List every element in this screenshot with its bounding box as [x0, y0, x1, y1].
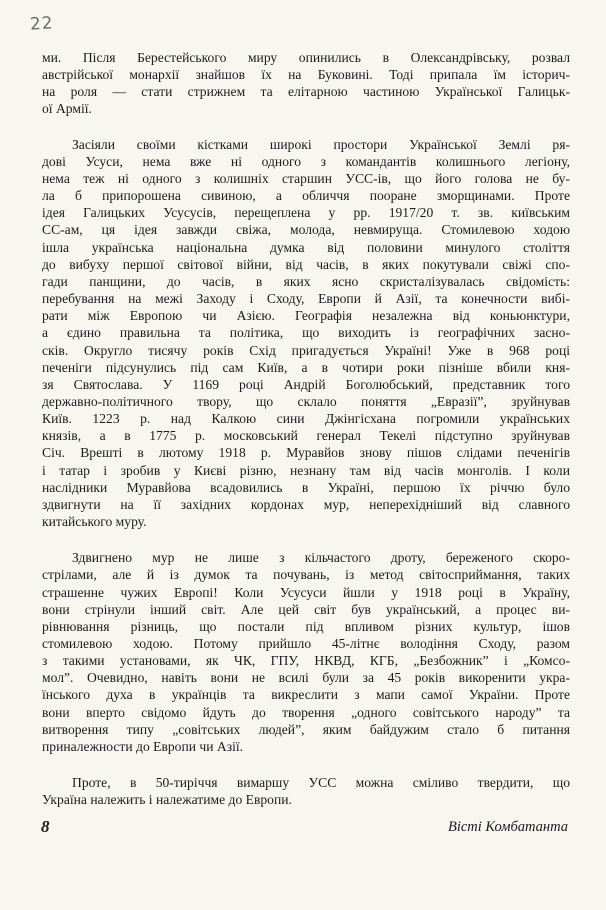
- text-line: зя Святослава. У 1169 році Андрій Боголюбський, представник того: [42, 376, 570, 392]
- text-line: ми. Після Берестейського миру опинились в Олександрівську, розвал: [42, 50, 570, 65]
- paragraph-list: [42, 49, 570, 808]
- text-line: їнського духа в українців та викреслити з мапи самої України. Проте: [42, 687, 570, 703]
- text-line: мол”. Очевидно, навіть вони не всилі були за 45 років викоренити укра-: [42, 670, 570, 686]
- text-line: Січ. Врешті в лютому 1918 р. Муравйов знову пішов слідами печенігів: [42, 445, 570, 461]
- text-line: ла б припорошена сивиною, а обличчя пооране зморщинами. Проте: [42, 188, 570, 204]
- text-line: стрілами, але й із думок та почувань, із метод світосприймання, таких: [42, 567, 570, 583]
- text-line: нема теж ні одного з колишніх старшин УСС-ів, що його голова не бу-: [42, 170, 570, 186]
- publication-title: Вісті Комбатанта: [447, 819, 568, 835]
- text-line: стомилевою ходою. Потому прийшло 45-літнє володіння Сходу, разом: [42, 636, 570, 651]
- text-line: на роля — стати стрижнем та елітарною частиною Української Галицьк-: [42, 84, 570, 100]
- handwritten-page-annotation: 22: [29, 13, 55, 35]
- text-line: вони стрінули інший світ. Але цей світ був український, а процес ви-: [42, 601, 570, 617]
- paragraph: [42, 49, 570, 118]
- paragraph: [42, 136, 570, 531]
- text-line: Київ. 1223 р. над Калкою сини Джінгісхана погромили українських: [42, 411, 570, 427]
- text-line: наслідники Муравйова всадовились в Україні, першою їх річчю було: [42, 479, 570, 495]
- page-number: 8: [41, 817, 50, 836]
- text-line: ідея Галицьких Усусусів, перещеплена у рр. 1917/20 т. зв. київським: [42, 205, 570, 221]
- text-line: гади панщини, до часів, в яких ясно скристалізувалась свідомість:: [42, 273, 570, 289]
- text-line: ої Армії.: [42, 101, 92, 117]
- paragraph: [42, 549, 570, 755]
- text-line: сків. Округло тисячу років Схід пригадується Україні! Уже в 968 році: [42, 342, 570, 358]
- text-line: здвигнути на її західних кордонах мур, неперехідніший від славного: [42, 496, 570, 512]
- text-line: з такими установами, як ЧК, ГПУ, НКВД, КГБ, „Безбожник” і „Комсо-: [42, 653, 570, 669]
- text-line: перебування на межі Заходу і Сходу, Европи й Азії, та конечности вибі-: [42, 291, 570, 307]
- text-line: приналежности до Европи чи Азії.: [42, 738, 244, 754]
- text-line: Засіяли своїми кістками широкі простори Української Землі ря-: [72, 136, 570, 152]
- text-line: рівнювання різниць, що постали під впливом різних культур, ішов: [42, 618, 570, 634]
- text-line: Здвигнено мур не лише з кільчастого дроту, береженого скоро-: [72, 550, 570, 566]
- text-line: австрійської монархії знайшов їх на Буковині. Тоді припала їм історич-: [42, 67, 570, 83]
- text-line: страшенне чужих Европі! Коли Усусуси йшли у 1918 році в Україну,: [42, 584, 570, 600]
- text-line: і татар і зробив у Києві різню, незнану там від часів монголів. І коли: [42, 462, 570, 478]
- text-line: князів, а в 1775 р. московський генерал Текелі підступно зруйнував: [42, 428, 570, 444]
- article-body: [42, 49, 570, 827]
- text-line: Україна належить і належатиме до Европи.: [42, 792, 292, 808]
- text-line: дові Усуси, нема вже ні одного з командантів колишнього легіону,: [42, 153, 570, 169]
- text-line: витворення типу „совітських людей”, яким байдужим стало б питання: [42, 721, 570, 737]
- text-line: а єдино правильна та політика, що виходить із географічних засно-: [42, 325, 570, 341]
- text-line: державно-політичного твору, що склало поняття „Евразії”, зруйнував: [42, 393, 570, 409]
- text-line: вони вперто свідомо йдуть до творення „одного совітського народу” та: [42, 704, 570, 720]
- text-line: рати між Европою чи Азією. Географія незалежна від коньюнктури,: [42, 308, 570, 324]
- text-line: СС-ам, ця ідея завжди свіжа, молода, невмируща. Стомилевою ходою: [42, 222, 570, 238]
- text-line: китайського муру.: [42, 514, 147, 530]
- text-line: Проте, в 50-тиріччя вимаршу УСС можна сміливо твердити, що: [72, 775, 570, 791]
- text-line: до вибуху першої світової війни, від часів, в яких покутували свіжі спо-: [42, 256, 570, 272]
- paragraph: [42, 774, 570, 808]
- text-line: печеніги підсунулись під сам Київ, а в чотири роки пізніше вбили кня-: [42, 359, 570, 375]
- text-line: ішла українська національна думка від половини минулого століття: [42, 239, 570, 255]
